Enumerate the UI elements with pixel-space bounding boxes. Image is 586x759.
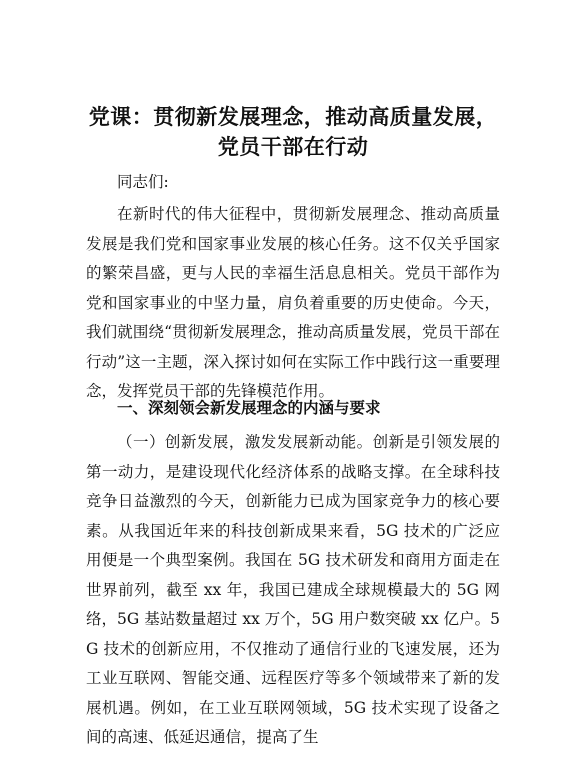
body-paragraph: （一）创新发展，激发发展新动能。创新是引领发展的第一动力，是建设现代化经济体系的战略支撑。在全球科技竞争日益激烈的今天，创新能力已成为国家竞争力的核心要素。从我国近年来的科技创新成果来看，5G 技术的广泛应用便是一个典型案例。我国在 5G 技术研发和商用方面走在世界前列，截至 xx 年，我国已建成全球规模最大的 5G 网络，5G 基站数量超过 xx 万个，5G 用户数突破 xx 亿户。5G 技术的创新应用，不仅推动了通信行业的飞速发展，还为工业互联网、智能交通、远程医疗等多个领域带来了新的发展机遇。例如，在工业互联网领域，5G 技术实现了设备之间的高速、低延迟通信，提高了生 (86, 433, 500, 746)
intro-paragraph: 在新时代的伟大征程中，贯彻新发展理念、推动高质量发展是我们党和国家事业发展的核心任务。这不仅关乎国家的繁荣昌盛，更与人民的幸福生活息息相关。党员干部作为党和国家事业的中坚力量，肩负着重要的历史使命。今天，我们就围绕“贯彻新发展理念，推动高质量发展，党员干部在行动”这一主题，深入探讨如何在实际工作中践行这一重要理念，发挥党员干部的先锋模范作用。 (86, 205, 500, 400)
document-title: 党课：贯彻新发展理念，推动高质量发展，党员干部在行动 (88, 104, 498, 159)
salutation: 同志们: (117, 173, 169, 191)
section-heading: 一、深刻领会新发展理念的内涵与要求 (117, 398, 381, 417)
